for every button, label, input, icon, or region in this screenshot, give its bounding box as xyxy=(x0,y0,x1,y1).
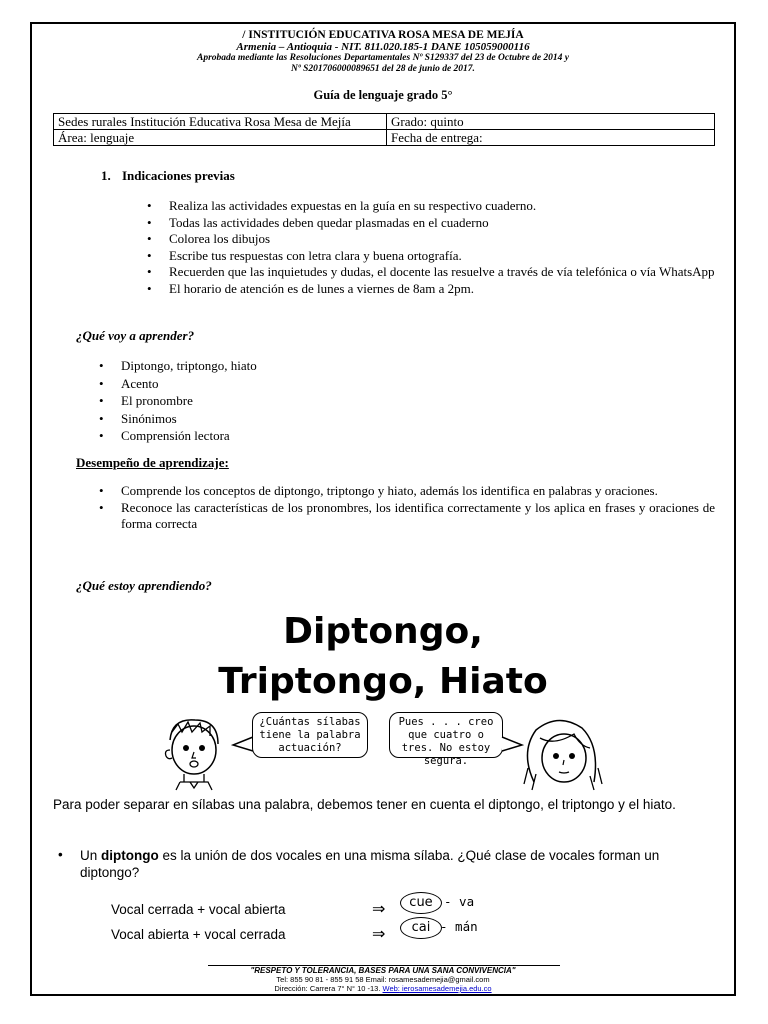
boy-drawing xyxy=(150,710,235,792)
big-title-line-1: Diptongo, xyxy=(283,611,483,652)
indicaciones-heading xyxy=(101,168,235,184)
sede-cell: Sedes rurales Institución Educativa Rosa Mesa de Mejía xyxy=(54,114,387,130)
list-item: • El horario de atención es de lunes a viernes de 8am a 2pm. xyxy=(145,281,717,298)
guide-title: Guía de lenguaje grado 5° xyxy=(313,88,453,102)
footer-contact: Tel: 855 90 81 - 855 91 58 Email: rosamesademejia@gmail.com xyxy=(276,975,490,984)
indicaciones-list xyxy=(145,198,717,297)
diptongo-term: diptongo xyxy=(101,848,159,863)
section-title: Indicaciones previas xyxy=(122,168,235,183)
aprendiendo-heading: ¿Qué estoy aprendiendo? xyxy=(76,578,212,593)
footer-web-link[interactable]: ierosamesademejia.edu.co xyxy=(399,984,492,993)
footer-address-text: Dirección: Carrera 7° N° 10 -13. xyxy=(274,984,383,993)
syllable-oval-2: cai xyxy=(400,917,442,939)
diptongo-rest: es la unión de dos vocales en una misma sílaba. ¿Qué clase de vocales forman un diptongo? xyxy=(80,848,660,880)
footer-address xyxy=(30,984,736,993)
location-nit: Armenia – Antioquia - NIT. 811.020.185-1 DANE 105059000116 xyxy=(236,41,530,53)
list-item: • Escribe tus respuestas con letra clara y buena ortografía. xyxy=(145,248,717,265)
list-item: • Acento xyxy=(97,375,497,393)
girl-drawing xyxy=(514,712,609,794)
intro-paragraph: Para poder separar en sílabas una palabra, debemos tener en cuenta el diptongo, el triptongo y el hiato. xyxy=(53,797,676,812)
diptongo-prefix: Un xyxy=(80,848,102,863)
resolutions-line-2: Nº S201706000089651 del 28 de junio de 2017. xyxy=(291,64,475,74)
implies-arrow-1: ⇒ xyxy=(372,901,386,918)
list-item: • Comprensión lectora xyxy=(97,427,497,445)
list-item: • Realiza las actividades expuestas en la guía en su respectivo cuaderno. xyxy=(145,198,717,215)
syllable-oval-1: cue xyxy=(400,892,442,914)
desempeno-heading: Desempeño de aprendizaje: xyxy=(76,455,229,470)
syllable-suffix-1: - va xyxy=(444,894,475,909)
syllable-suffix-2: - mán xyxy=(440,919,478,934)
area-cell: Área: lenguaje xyxy=(54,130,387,146)
desempeno-list xyxy=(97,483,715,533)
list-item: • Diptongo, triptongo, hiato xyxy=(97,357,497,375)
list-item: • Todas las actividades deben quedar plasmadas en el cuaderno xyxy=(145,215,717,232)
rule-text-2: Vocal abierta + vocal cerrada xyxy=(111,927,286,942)
implies-arrow-2: ⇒ xyxy=(372,926,386,943)
section-number: 1. xyxy=(101,168,111,183)
rule-text-1: Vocal cerrada + vocal abierta xyxy=(111,902,286,917)
footer-motto: "RESPETO Y TOLERANCIA, BASES PARA UNA SANA CONVIVENCIA" xyxy=(250,966,516,975)
grado-cell: Grado: quinto xyxy=(387,114,715,130)
list-item: • Recuerden que las inquietudes y dudas, el docente las resuelve a través de vía telefónica o vía WhatsApp xyxy=(145,264,717,281)
info-table xyxy=(53,113,715,146)
diptongo-bullet: • xyxy=(58,847,63,862)
list-item: • El pronombre xyxy=(97,392,497,410)
footer-web-label[interactable]: Web: xyxy=(382,984,400,993)
list-item: • Comprende los conceptos de diptongo, triptongo y hiato, además los identifica en palabras y oraciones. xyxy=(97,483,715,500)
list-item: • Reconoce las características de los pronombres, los identifica correctamente y los aplica en frases y oraciones de forma correcta xyxy=(97,500,715,533)
institution-name: / INSTITUCIÓN EDUCATIVA ROSA MESA DE MEJÍA xyxy=(242,29,524,41)
fecha-cell: Fecha de entrega: xyxy=(387,130,715,146)
boy-speech-bubble: ¿Cuántas sílabas tiene la palabra actuación? xyxy=(252,712,368,758)
big-title-line-2: Triptongo, Hiato xyxy=(218,661,548,702)
diptongo-definition xyxy=(80,847,720,881)
girl-speech-bubble: Pues . . . creo que cuatro o tres. No estoy segura. xyxy=(389,712,503,758)
resolutions-line-1: Aprobada mediante las Resoluciones Departamentales Nº S129337 del 23 de Octubre de 2014 y xyxy=(196,53,569,63)
list-item: • Sinónimos xyxy=(97,410,497,428)
list-item: • Colorea los dibujos xyxy=(145,231,717,248)
aprender-heading: ¿Qué voy a aprender? xyxy=(76,328,195,343)
aprender-list xyxy=(97,357,497,445)
